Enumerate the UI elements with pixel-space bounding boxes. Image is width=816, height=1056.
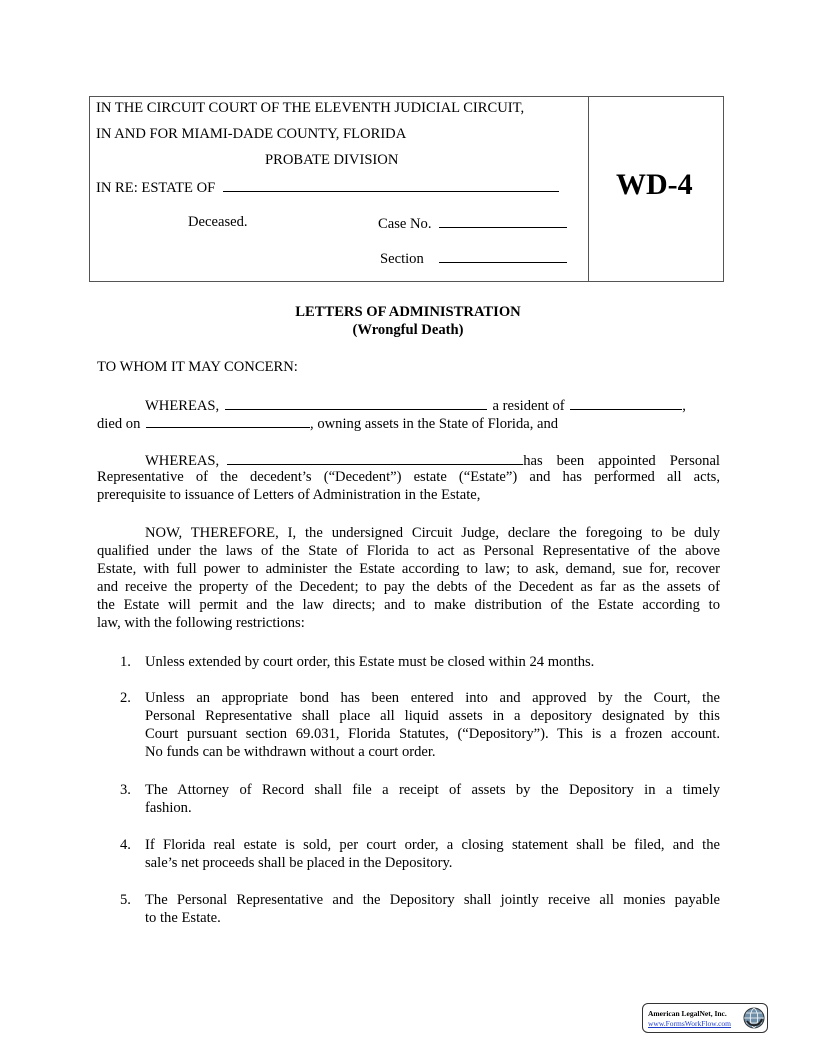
residence-field[interactable] bbox=[570, 395, 682, 410]
now-therefore-line: the Estate will permit and the law directs; and to make distribution of the Estate according to bbox=[97, 597, 720, 613]
appointed-text: has been appointed Personal bbox=[523, 453, 720, 469]
case-no-field[interactable] bbox=[439, 213, 567, 228]
now-therefore-line: and receive the property of the Decedent; to pay the debts of the Decedent as far as the assets of bbox=[97, 579, 720, 595]
restriction-line: sale’s net proceeds shall be placed in the Depository. bbox=[145, 855, 453, 871]
restriction-line: The Attorney of Record shall file a receipt of assets by the Depository in a timely bbox=[145, 782, 720, 798]
restriction-body bbox=[145, 689, 720, 761]
now-therefore-line: Estate, with full power to administer the Estate according to law; to ask, demand, sue for, recover bbox=[97, 561, 720, 577]
restriction-line: Unless an appropriate bond has been entered into and approved by the Court, the bbox=[145, 690, 720, 706]
residence-comma: , bbox=[682, 398, 686, 414]
whereas-2-line-2: Representative of the decedent’s (“Decedent”) estate (“Estate”) and has performed all acts, bbox=[97, 469, 720, 485]
whereas-1-start: WHEREAS, bbox=[145, 398, 220, 414]
restriction-body bbox=[145, 891, 720, 927]
estate-name-field[interactable] bbox=[223, 177, 559, 192]
caption-box bbox=[89, 96, 724, 282]
globe-icon bbox=[743, 1007, 765, 1029]
salutation: TO WHOM IT MAY CONCERN: bbox=[97, 359, 298, 375]
decedent-name-field[interactable] bbox=[225, 395, 487, 410]
document-subtitle: (Wrongful Death) bbox=[352, 322, 464, 338]
restriction-line: Court pursuant section 69.031, Florida Statutes, (“Depository”). This is a frozen account. bbox=[145, 726, 720, 742]
now-therefore-line: NOW, THEREFORE, I, the undersigned Circuit Judge, declare the foregoing to be duly bbox=[145, 525, 720, 541]
whereas-2-line-3: prerequisite to issuance of Letters of Administration in the Estate, bbox=[97, 487, 481, 503]
restriction-number: 1. bbox=[120, 654, 131, 670]
publisher-name: American LegalNet, Inc. bbox=[648, 1009, 727, 1018]
deceased-label: Deceased. bbox=[188, 214, 248, 230]
date-of-death-field[interactable] bbox=[146, 413, 310, 428]
restriction-number: 2. bbox=[120, 690, 131, 706]
died-on-label: died on bbox=[97, 416, 141, 432]
case-no-line bbox=[378, 213, 567, 233]
court-line-2: IN AND FOR MIAMI-DADE COUNTY, FLORIDA bbox=[96, 126, 407, 142]
document-title: LETTERS OF ADMINISTRATION bbox=[295, 304, 521, 320]
restriction-body bbox=[145, 836, 720, 872]
personal-representative-field[interactable] bbox=[227, 450, 523, 465]
restriction-number: 4. bbox=[120, 837, 131, 853]
whereas-1-line-1 bbox=[145, 395, 686, 415]
publisher-logo[interactable] bbox=[642, 1003, 768, 1033]
court-line-1: IN THE CIRCUIT COURT OF THE ELEVENTH JUDICIAL CIRCUIT, bbox=[96, 100, 525, 116]
whereas-2-line-1 bbox=[145, 450, 720, 470]
restriction-line: Unless extended by court order, this Estate must be closed within 24 months. bbox=[145, 654, 595, 670]
division-label: PROBATE DIVISION bbox=[265, 152, 399, 168]
owning-assets-text: , owning assets in the State of Florida, and bbox=[310, 416, 559, 432]
case-no-label: Case No. bbox=[378, 216, 432, 232]
now-therefore-paragraph bbox=[97, 524, 720, 632]
restriction-line: No funds can be withdrawn without a court order. bbox=[145, 744, 436, 760]
whereas-1-line-2 bbox=[97, 413, 558, 433]
restriction-line: fashion. bbox=[145, 800, 192, 816]
restriction-body bbox=[145, 653, 720, 671]
resident-label: a resident of bbox=[492, 398, 565, 414]
section-line bbox=[380, 248, 567, 268]
restriction-line: to the Estate. bbox=[145, 910, 221, 926]
now-therefore-line: qualified under the laws of the State of Florida to act as Personal Representative of the above bbox=[97, 543, 720, 559]
publisher-website-link[interactable]: www.FormsWorkFlow.com bbox=[648, 1019, 732, 1028]
whereas-2-rest bbox=[97, 468, 720, 504]
estate-label: IN RE: ESTATE OF bbox=[96, 180, 216, 196]
restriction-line: The Personal Representative and the Depository shall jointly receive all monies payable bbox=[145, 892, 720, 908]
restriction-body bbox=[145, 781, 720, 817]
form-code: WD-4 bbox=[616, 168, 693, 201]
now-therefore-line: law, with the following restrictions: bbox=[97, 615, 305, 631]
restriction-line: Personal Representative shall place all liquid assets in a depository designated by this bbox=[145, 708, 720, 724]
whereas-2-start: WHEREAS, bbox=[145, 453, 220, 469]
section-label: Section bbox=[380, 251, 424, 267]
estate-line bbox=[96, 177, 559, 197]
caption-divider bbox=[588, 97, 589, 281]
restriction-number: 3. bbox=[120, 782, 131, 798]
restriction-line: If Florida real estate is sold, per court order, a closing statement shall be filed, and the bbox=[145, 837, 720, 853]
section-field[interactable] bbox=[439, 248, 567, 263]
restriction-number: 5. bbox=[120, 892, 131, 908]
